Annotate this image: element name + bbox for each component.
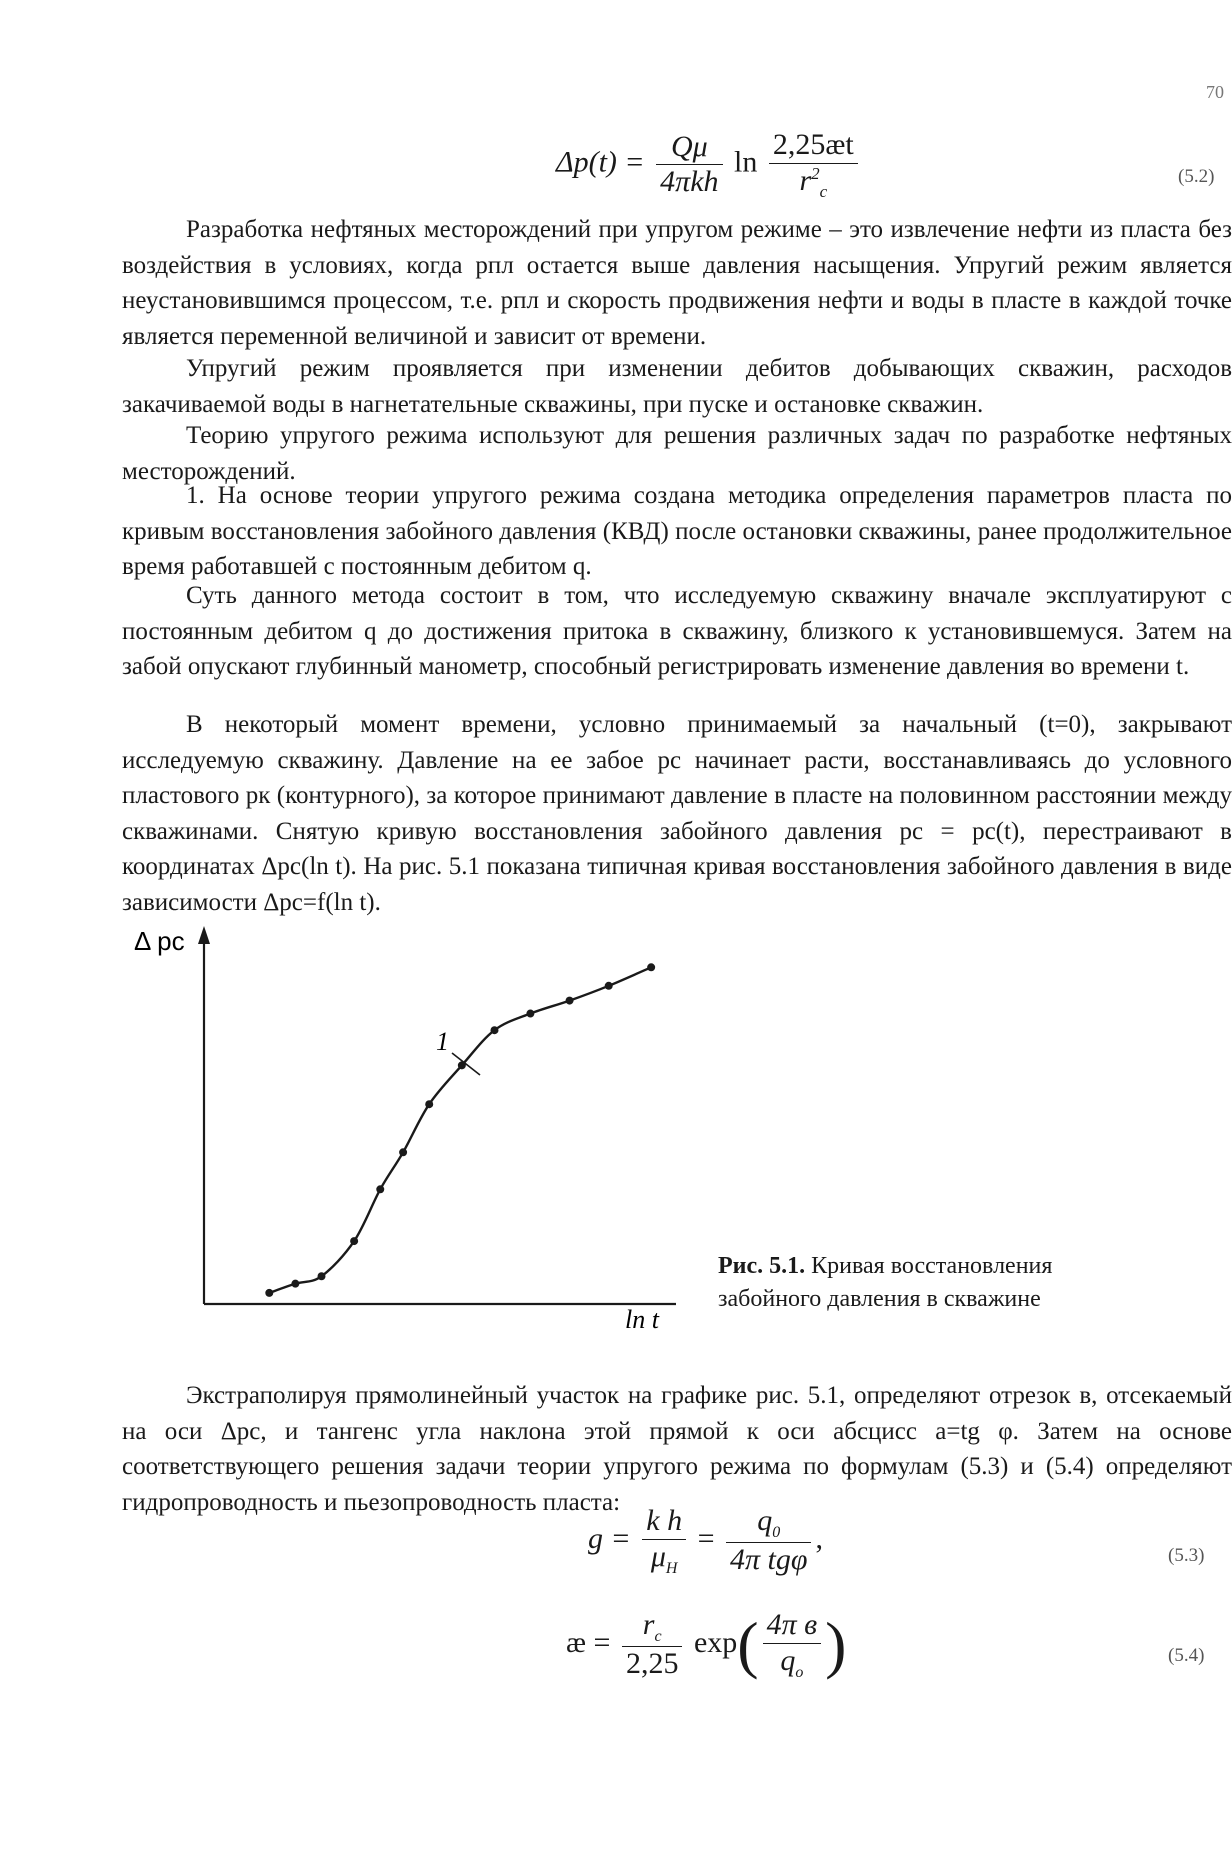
formula-5-3-den-1 xyxy=(642,1540,686,1578)
data-point-10 xyxy=(526,1010,534,1018)
page-number: 70 xyxy=(1206,82,1224,102)
formula-5-4-close-paren: ) xyxy=(825,1608,847,1680)
formula-5-4-lhs: æ = xyxy=(566,1625,611,1659)
formula-5-4-num-1 xyxy=(622,1608,683,1647)
formula-5-2-den-1: 4πkh xyxy=(660,165,719,199)
paragraph-7: Экстраполируя прямолинейный участок на графике рис. 5.1, определяют отрезок в, отсекаемый на оси Δpс, и тангенс угла наклона этой прямой к оси абсцисс a=tg φ. Затем на основе соответствующего решения задачи теории упругого режима по формулам (5.3) и (5.4) определяют гидропроводность и пьезопроводность пласта: xyxy=(122,1382,1232,1516)
formula-5-4-den-2-sub: o xyxy=(795,1663,804,1681)
data-point-12 xyxy=(605,982,613,990)
figure-caption-text: Кривая восстановления забойного давления в скважине xyxy=(718,1253,1053,1312)
formula-5-3-lhs: g = xyxy=(588,1521,631,1555)
formula-5-4-num-2: 4π в xyxy=(763,1608,822,1644)
formula-5-3-den-1-sub: H xyxy=(665,1559,678,1577)
formula-5-2-den-2-sub: c xyxy=(819,181,828,201)
paragraph-1: Разработка нефтяных месторождений при упругом режиме – это извлечение нефти из пласта без воздействия в условиях, когда pпл остается выше давления насыщения. Упругий режим является неустановившимся процессом, т.е. pпл и скорость продвижения нефти и воды в пласте в каждой точке является переменной величиной и зависит от времени. xyxy=(122,216,1232,350)
data-point-13 xyxy=(647,963,655,971)
formula-5-2-den-2-sup: 2 xyxy=(811,163,820,183)
formula-5-3-eq: = xyxy=(697,1521,715,1555)
data-point-11 xyxy=(566,997,574,1005)
formula-5-2-fraction-2 xyxy=(769,128,858,201)
paragraph-3: Теорию упругого режима используют для решения различных задач по разработке нефтяных месторождений. xyxy=(122,422,1232,485)
y-axis-label: Δ pc xyxy=(134,926,185,956)
curve-label: 1 xyxy=(436,1027,449,1056)
formula-5-2-fraction-1 xyxy=(656,130,722,200)
formula-5-3-den-1-mu: μ xyxy=(650,1539,666,1573)
formula-5-4-num-1-r: r xyxy=(642,1608,655,1641)
data-point-5 xyxy=(376,1185,384,1193)
formula-5-4-fraction-2 xyxy=(763,1608,822,1682)
formula-5-3-fraction-1 xyxy=(642,1504,686,1578)
formula-5-3-tail: , xyxy=(815,1521,823,1555)
formula-5-3 xyxy=(588,1504,823,1578)
formula-5-3-den-2: 4π tgφ xyxy=(730,1543,808,1577)
paragraph-2: Упругий режим проявляется при изменении дебитов добывающих скважин, расходов закачиваемой воды в нагнетательные скважины, при пуске и остановке скважин. xyxy=(122,355,1232,418)
curve-points xyxy=(265,963,655,1297)
formula-5-4-open-paren: ( xyxy=(737,1608,759,1680)
data-point-7 xyxy=(425,1100,433,1108)
paragraph-6: В некоторый момент времени, условно принимаемый за начальный (t=0), закрывают исследуемую скважину. Давление на ее забое pс начинает расти, восстанавливаясь до условного пластового pк (контурного), за которое принимают давление в пласте на половинном расстоянии между скважинами. Снятую кривую восстановления забойного давления pс = pс(t), перестраивают в координатах Δpс(ln t). На рис. 5.1 показана типичная кривая восстановления забойного давления в виде зависимости Δpс=f(ln t). xyxy=(122,711,1232,916)
equation-number-5-3: (5.3) xyxy=(1168,1545,1205,1566)
equation-number-5-4: (5.4) xyxy=(1168,1645,1205,1666)
formula-5-4-den-1: 2,25 xyxy=(625,1647,679,1681)
formula-5-3-fraction-2 xyxy=(726,1504,811,1578)
figure-5-1-chart xyxy=(120,920,680,1340)
equation-number-5-2: (5.2) xyxy=(1178,166,1215,187)
formula-5-4-fraction-1 xyxy=(622,1608,683,1682)
formula-5-2-num-1: Qμ xyxy=(656,130,722,166)
formula-5-4-den-2-q: q xyxy=(780,1643,796,1677)
formula-5-4-num-1-sub: c xyxy=(654,1628,662,1645)
data-point-6 xyxy=(399,1148,407,1156)
data-point-4 xyxy=(350,1237,358,1245)
formula-5-3-num-2-q: q xyxy=(757,1504,773,1537)
data-point-9 xyxy=(490,1026,498,1034)
curve-line xyxy=(269,967,651,1293)
formula-5-3-num-2 xyxy=(726,1504,811,1543)
x-axis-label: ln t xyxy=(625,1305,659,1334)
formula-5-4-den-2 xyxy=(763,1644,822,1682)
formula-5-4-exp: exp xyxy=(693,1625,738,1659)
formula-5-3-num-1: k h xyxy=(642,1504,686,1540)
formula-5-2-ln: ln xyxy=(734,145,758,179)
formula-5-2 xyxy=(556,128,862,201)
paragraph-4: 1. На основе теории упругого режима создана методика определения параметров пласта по кривым восстановления забойного давления (КВД) после остановки скважины, ранее продолжительное время работавшей с постоянным дебитом q. xyxy=(122,482,1232,581)
formula-5-4 xyxy=(566,1608,846,1682)
formula-5-3-num-2-sub: 0 xyxy=(772,1524,781,1541)
formula-5-2-den-2 xyxy=(769,164,858,202)
paragraph-5: Суть данного метода состоит в том, что исследуемую скважину вначале эксплуатируют с постоянным дебитом q до достижения притока в скважину, близкого к установившемуся. Затем на забой опускают глубинный манометр, способный регистрировать изменение давления во времени t. xyxy=(122,582,1232,681)
formula-5-2-lhs: Δp(t) = xyxy=(556,145,645,179)
data-point-3 xyxy=(318,1272,326,1280)
figure-caption-label: Рис. 5.1. xyxy=(718,1253,806,1279)
data-point-1 xyxy=(265,1289,273,1297)
formula-5-2-num-2: 2,25æt xyxy=(769,128,858,164)
data-point-2 xyxy=(291,1280,299,1288)
formula-5-2-den-2-r: r xyxy=(799,163,812,197)
y-axis-arrow xyxy=(198,926,210,944)
figure-caption xyxy=(718,1250,1138,1316)
